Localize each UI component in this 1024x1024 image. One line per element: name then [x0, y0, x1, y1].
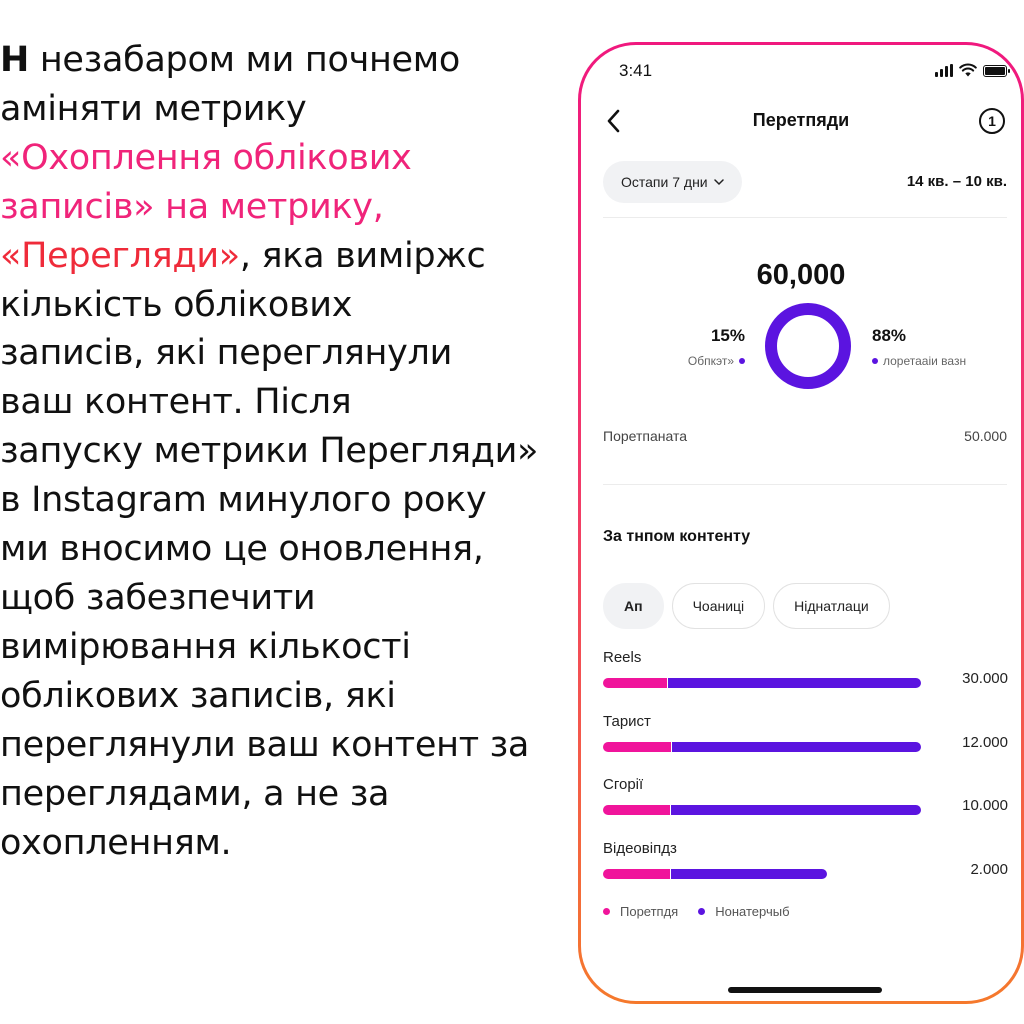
legend-dot — [698, 908, 705, 915]
legend-item — [698, 904, 789, 919]
bar-value: 30.000 — [962, 670, 1008, 687]
article-text-run: аміняти метрику — [0, 88, 307, 129]
bar-segment-purple — [671, 869, 827, 879]
legend-label: Поретпдя — [620, 904, 679, 919]
date-range-text: 14 кв. – 10 кв. — [906, 173, 1007, 190]
bar-legend — [603, 904, 790, 919]
chevron-down-icon — [714, 178, 724, 186]
bar-track — [603, 805, 921, 815]
article-line — [0, 574, 560, 623]
article-text-run: «Охоплення облікових — [0, 137, 412, 178]
phone-screen — [581, 45, 1021, 1001]
content-type-tabs — [603, 583, 890, 629]
bar-label: Відеовіпдз — [603, 839, 677, 857]
signal-icon — [935, 64, 953, 77]
bar-row — [603, 840, 1008, 904]
article-line — [0, 85, 560, 134]
article-line — [0, 476, 560, 525]
article-line — [0, 281, 560, 330]
page-title: Перетпяди — [752, 110, 850, 130]
nav-bar — [581, 101, 1021, 141]
article-line — [0, 525, 560, 574]
split-left-percent: 15% — [710, 326, 745, 345]
article-text-run: Н — [0, 40, 29, 80]
bar-label: Reels — [603, 649, 642, 666]
bar-row — [603, 649, 1008, 713]
phone-frame — [578, 42, 1024, 1004]
article-text-run: охопленням. — [0, 822, 232, 863]
bar-segment-pink — [603, 869, 670, 879]
article-text-run: переглянули ваш контент за — [0, 724, 530, 765]
article-text-run: вимірювання кількості — [0, 626, 411, 667]
article-text-run: «Перегляди» — [0, 235, 240, 276]
article-text-run: незабаром ми почнемо — [29, 40, 460, 80]
total-views: 60,000 — [756, 259, 846, 291]
donut-ring — [771, 309, 845, 383]
filter-row — [603, 161, 1007, 205]
article-line — [0, 770, 560, 819]
article-line — [0, 134, 560, 183]
article-text-run: запуску метрики Перегляди» — [0, 431, 539, 472]
tab-all[interactable]: Ап — [603, 583, 664, 629]
split-right-percent: 88% — [872, 326, 907, 345]
bar-segment-purple — [671, 805, 921, 815]
bar-segment-pink — [603, 805, 670, 815]
bar-label: Сгорії — [603, 776, 644, 793]
article-text-run: переглядами, а не за — [0, 773, 390, 814]
legend-label: Нонатерчыб — [715, 904, 790, 919]
content-type-bars — [603, 649, 1008, 903]
status-time: 3:41 — [619, 61, 653, 80]
home-indicator[interactable] — [728, 987, 882, 993]
battery-icon — [983, 65, 1007, 77]
bar-segment-pink — [603, 678, 667, 688]
bar-value: 2.000 — [970, 860, 1008, 878]
article-text-run: , яка виміржс — [239, 235, 486, 276]
date-range-dropdown[interactable] — [603, 161, 742, 203]
wifi-icon — [959, 63, 977, 77]
summary-label: Поретпаната — [603, 428, 687, 444]
bar-segment-pink — [603, 742, 671, 752]
article-line — [0, 232, 560, 281]
article-text-run: ми вносимо це оновлення, — [0, 529, 484, 570]
bar-value: 10.000 — [962, 797, 1008, 814]
article-text-run: записів, які переглянули — [0, 333, 453, 374]
split-left-legend — [665, 354, 745, 368]
article-line — [0, 329, 560, 378]
article-text-run: записів» на метрику, — [0, 186, 384, 227]
bar-row — [603, 713, 1008, 777]
date-range-dropdown-label: Остапи 7 дни — [621, 174, 708, 190]
article-line — [0, 672, 560, 721]
summary-row — [603, 428, 1007, 450]
split-right — [872, 326, 1021, 368]
divider — [603, 484, 1007, 485]
split-left — [665, 326, 745, 368]
article-text-run: в Instagram минулого року — [0, 480, 487, 521]
views-donut-chart — [764, 302, 852, 390]
status-icons — [935, 63, 1007, 77]
info-icon[interactable]: 1 — [979, 108, 1005, 134]
bar-value: 12.000 — [962, 733, 1008, 751]
article-line — [0, 623, 560, 672]
split-left-label: Обпкэт» — [687, 354, 734, 368]
section-title: За тнпом контенту — [603, 528, 751, 545]
article-text-run: кількість облікових — [0, 284, 353, 325]
article-line — [0, 721, 560, 770]
bar-track — [603, 742, 921, 752]
split-right-legend — [872, 354, 1021, 368]
article-line — [0, 378, 560, 427]
bar-label: Тарист — [603, 712, 651, 730]
tab-followers[interactable]: Чоаниці — [672, 583, 766, 629]
summary-value: 50.000 — [964, 428, 1007, 444]
article-line — [0, 36, 560, 85]
article-line — [0, 819, 560, 868]
article-line — [0, 183, 560, 232]
bar-row — [603, 776, 1008, 840]
split-right-dot — [872, 358, 878, 364]
bar-track — [603, 678, 921, 688]
bar-track — [603, 869, 921, 879]
article-text-run: щоб забезпечити — [0, 577, 316, 618]
article-line — [0, 427, 560, 476]
split-left-dot — [739, 358, 745, 364]
bar-segment-purple — [672, 742, 921, 752]
split-right-label: лоретааіи вазн — [883, 354, 967, 368]
divider — [603, 217, 1007, 218]
bar-segment-purple — [668, 678, 921, 688]
article-text-run: ваш контент. Після — [0, 382, 352, 423]
legend-dot — [603, 908, 610, 915]
tab-non-followers[interactable]: Ніднатлаци — [773, 583, 890, 629]
status-bar — [581, 59, 1021, 83]
legend-item — [603, 904, 678, 919]
article-text-run: облікових записів, які — [0, 675, 396, 716]
article-text — [0, 36, 560, 867]
